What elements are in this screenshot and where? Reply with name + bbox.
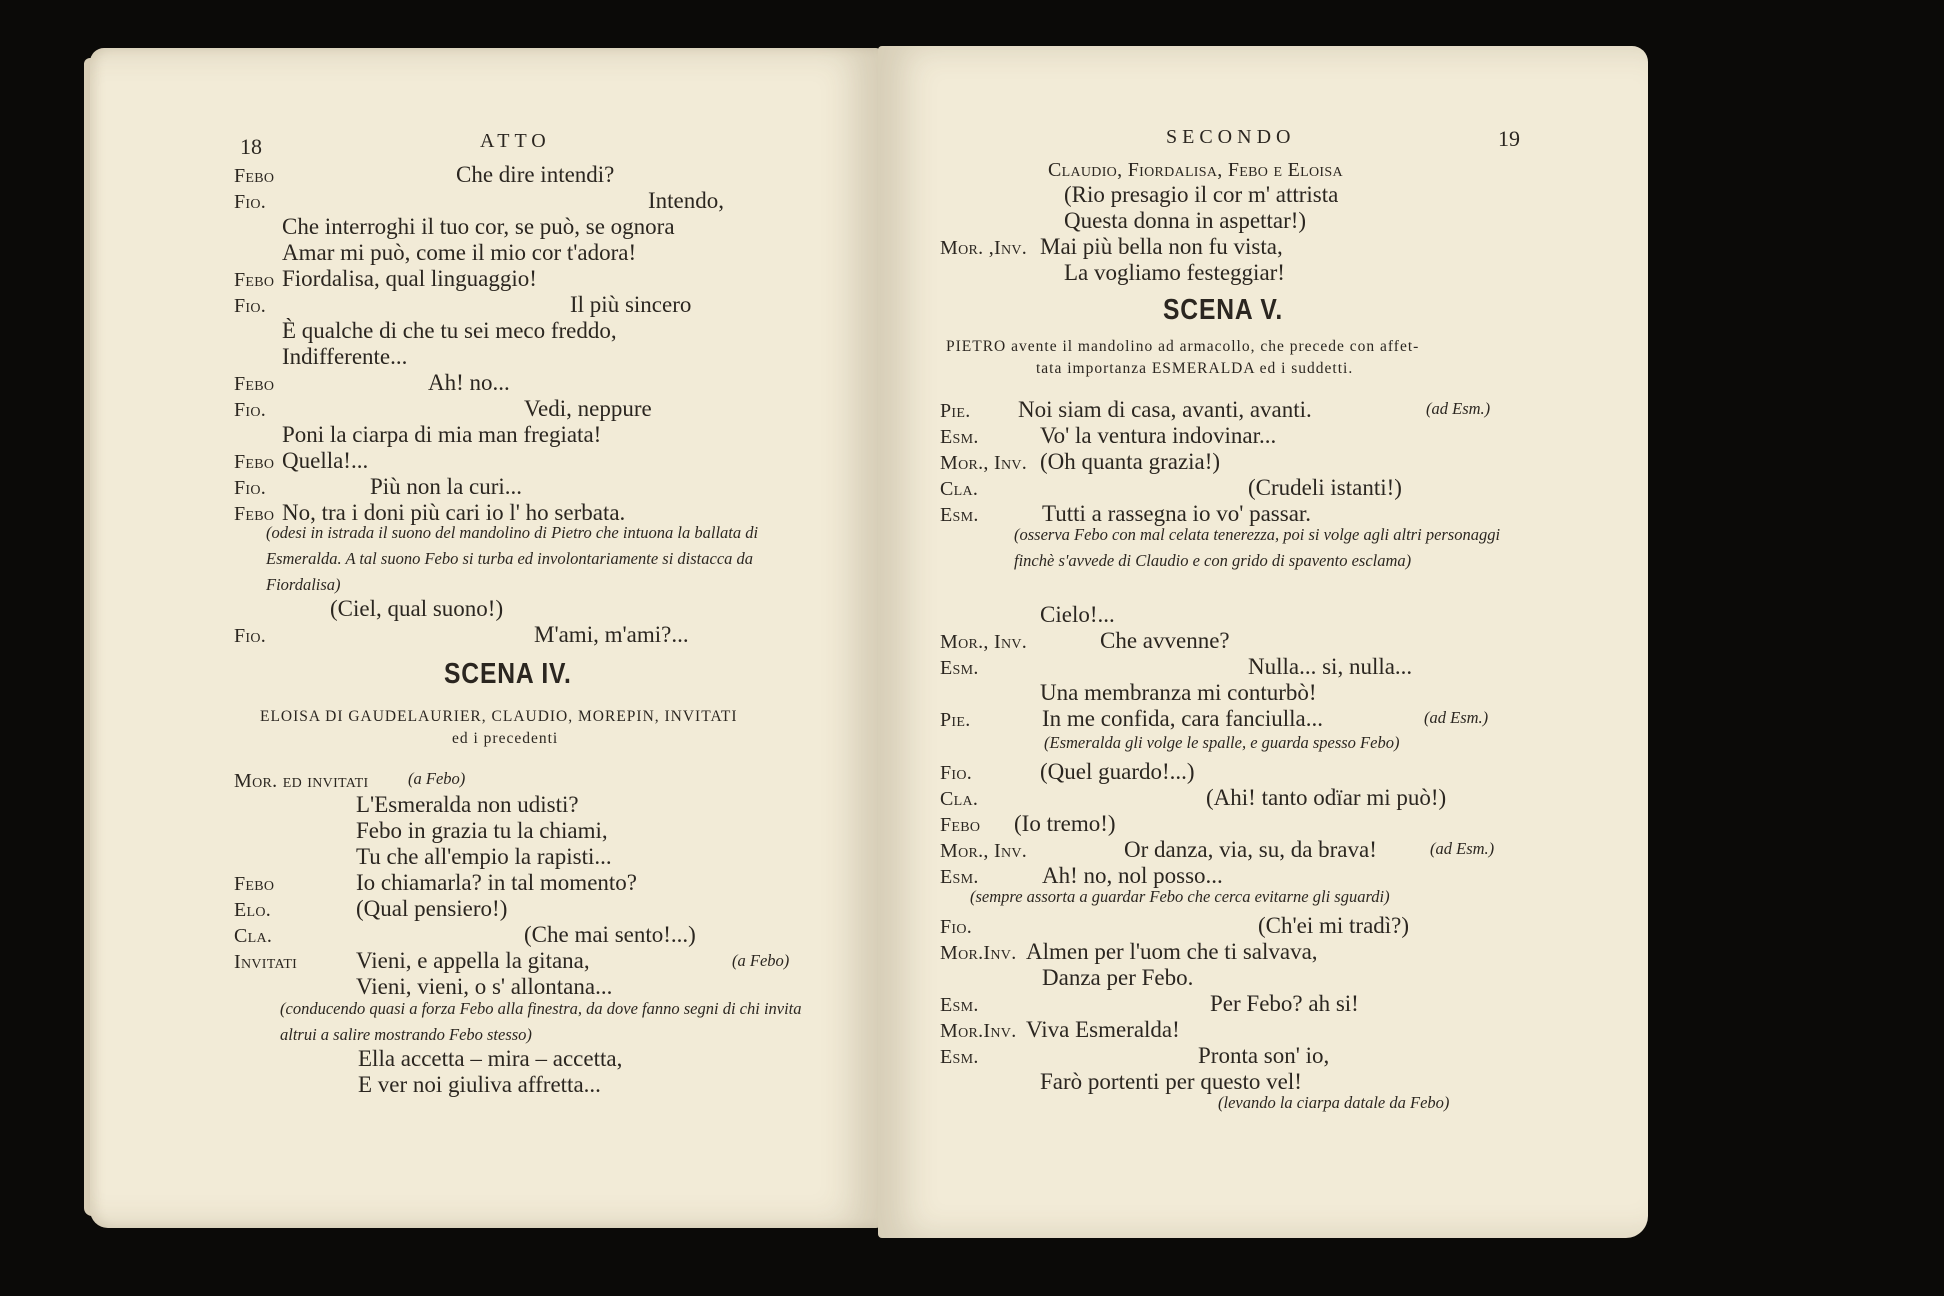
speaker: Mor. ,Inv. [940,237,1028,259]
verse-line: L'Esmeralda non udisti? [356,792,579,817]
verse-line: Viva Esmeralda! [1026,1017,1180,1042]
running-head: SECONDO [1166,126,1296,148]
scene-characters: ELOISA DI GAUDELAURIER, CLAUDIO, MOREPIN, INVITATI [260,708,738,725]
speaker: Febo [234,873,275,895]
scene-characters: tata importanza ESMERALDA ed i suddetti. [1036,360,1354,377]
stage-direction: (levando la ciarpa datale da Febo) [1218,1093,1450,1112]
verse-line: Intendo, [648,188,725,213]
verse-line: Or danza, via, su, da brava! [1124,837,1377,862]
verse-line: Cielo!... [1040,602,1115,627]
verse-line: M'ami, m'ami?... [534,622,689,647]
verse-line: Tutti a rassegna io vo' passar. [1042,501,1312,526]
speaker: Esm. [940,994,979,1016]
speaker: Pie. [940,400,971,422]
scene-characters: Claudio, Fiordalisa, Febo e Eloisa [1048,159,1343,181]
verse-line: (Io tremo!) [1014,811,1116,836]
stage-direction: (Esmeralda gli volge le spalle, e guarda spesso Febo) [1044,733,1400,752]
stage-direction: (osserva Febo con mal celata tenerezza, poi si volge agli altri personaggi finchè s'avvede di Claudio e con grido di spavento esclama) [1014,525,1501,570]
verse-line: Che interroghi il tuo cor, se può, se ognora [282,214,675,239]
scene-title: SCENA V. [1163,294,1284,326]
verse-line: È qualche di che tu sei meco freddo, [282,318,617,343]
speaker: Fio. [940,916,973,938]
verse-line: (Rio presagio il cor m' attrista [1064,182,1339,207]
verse-line: (Ciel, qual suono!) [330,596,504,621]
verse-line: Febo in grazia tu la chiami, [356,818,608,843]
verse-line: Farò portenti per questo vel! [1040,1069,1302,1094]
verse-line: Fiordalisa, qual linguaggio! [282,266,537,291]
verse-line: (Crudeli istanti!) [1248,475,1402,500]
verse-line: Io chiamarla? in tal momento? [356,870,637,895]
verse-line: Amar mi può, come il mio cor t'adora! [282,240,637,265]
running-head: ATTO [480,130,551,152]
verse-line: Per Febo? ah si! [1210,991,1359,1016]
verse-line: Pronta son' io, [1198,1043,1330,1068]
verse-line: Nulla... si, nulla... [1248,654,1413,679]
speaker: Febo [234,503,275,525]
verse-line: (Quel guardo!...) [1040,759,1195,784]
verse-line: (Qual pensiero!) [356,896,508,921]
verse-line: Danza per Febo. [1042,965,1194,990]
speaker: Mor., Inv. [940,631,1028,653]
page-number: 18 [240,134,262,159]
verse-line: (Ch'ei mi tradì?) [1258,913,1410,938]
verse-line: No, tra i doni più cari io l' ho serbata. [282,500,626,525]
page-number: 19 [1498,126,1520,151]
speaker: Cla. [940,478,979,500]
right-page [878,46,1648,1238]
speaker: Mor. ed invitati [234,770,369,792]
speaker: Fio. [234,399,267,421]
speaker: Mor., Inv. [940,840,1028,862]
verse-line: Almen per l'uom che ti salvava, [1026,939,1318,964]
speaker: Esm. [940,1046,979,1068]
verse-line: Ella accetta – mira – accetta, [358,1046,623,1071]
verse-line: Vieni, vieni, o s' allontana... [356,974,613,999]
speaker: Febo [234,269,275,291]
stage-note: (ad Esm.) [1424,708,1489,727]
verse-line: Quella!... [282,448,369,473]
verse-line: Che avvenne? [1100,628,1230,653]
verse-line: Noi siam di casa, avanti, avanti. [1018,397,1312,422]
stage-note: (a Febo) [408,769,466,788]
speaker: Febo [234,165,275,187]
verse-line: Più non la curi... [370,474,523,499]
verse-line: (Ahi! tanto odïar mi può!) [1206,785,1447,810]
speaker: Esm. [940,504,979,526]
verse-line: Ah! no, nol posso... [1042,863,1223,888]
verse-line: Ah! no... [428,370,510,395]
stage-note: (ad Esm.) [1426,399,1491,418]
stage-note: (a Febo) [732,951,790,970]
verse-line: E ver noi giuliva affretta... [358,1072,601,1097]
speaker: Cla. [940,788,979,810]
verse-line: Che dire intendi? [456,162,615,187]
speaker: Fio. [234,191,267,213]
speaker: Mor., Inv. [940,452,1028,474]
speaker: Elo. [234,899,272,921]
verse-line: (Oh quanta grazia!) [1040,449,1221,474]
scene-characters: ed i precedenti [452,730,559,747]
speaker: Esm. [940,426,979,448]
verse-line: Una membranza mi conturbò! [1040,680,1317,705]
stage-note: (ad Esm.) [1430,839,1495,858]
verse-line: La vogliamo festeggiar! [1064,260,1285,285]
verse-line: (Che mai sento!...) [524,922,696,947]
verse-line: Tu che all'empio la rapisti... [356,844,612,869]
verse-line: Vieni, e appella la gitana, [356,948,590,973]
speaker: Cla. [234,925,273,947]
verse-line: Vedi, neppure [524,396,652,421]
stage-direction: (odesi in istrada il suono del mandolino di Pietro che intuona la ballata di Esmeralda. A tal suono Febo si turba ed involontariamente si distacca da Fiordalisa) [266,523,759,594]
scene-characters: PIETRO avente il mandolino ad armacollo, che precede con affet- [946,338,1420,355]
verse-line: Questa donna in aspettar!) [1064,208,1307,233]
speaker: Fio. [234,295,267,317]
speaker: Pie. [940,709,971,731]
verse-line: Mai più bella non fu vista, [1040,234,1283,259]
speaker: Esm. [940,657,979,679]
speaker: Fio. [234,477,267,499]
speaker: Mor.Inv. [940,1020,1017,1042]
speaker: Esm. [940,866,979,888]
speaker: Mor.Inv. [940,942,1017,964]
speaker: Fio. [940,762,973,784]
verse-line: In me confida, cara fanciulla... [1042,706,1323,731]
speaker: Febo [234,373,275,395]
stage-direction: (conducendo quasi a forza Febo alla finestra, da dove fanno segni di chi invita altrui a salire mostrando Febo stesso) [280,999,802,1044]
verse-line: Il più sincero [570,292,692,317]
scene-title: SCENA IV. [444,658,572,690]
speaker: Febo [940,814,981,836]
verse-line: Poni la ciarpa di mia man fregiata! [282,422,602,447]
stage-direction: (sempre assorta a guardar Febo che cerca evitarne gli sguardi) [970,887,1390,906]
speaker: Fio. [234,625,267,647]
left-page [90,48,880,1228]
verse-line: Indifferente... [282,344,408,369]
verse-line: Vo' la ventura indovinar... [1040,423,1277,448]
speaker: Febo [234,451,275,473]
speaker: Invitati [234,951,298,973]
